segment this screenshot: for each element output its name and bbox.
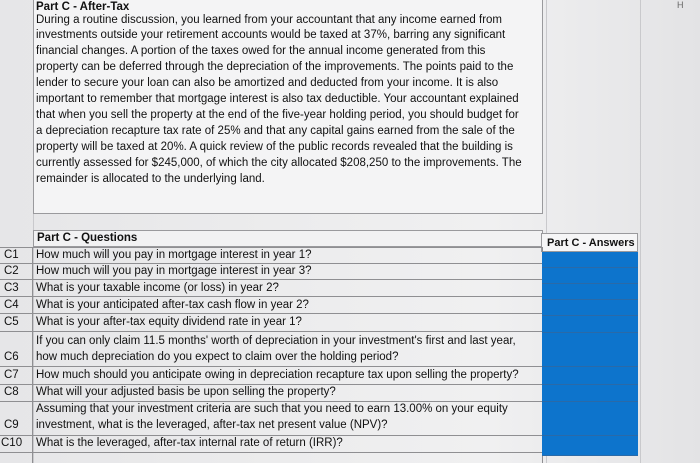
description-line: investments outside your retirement accounts would be taxed at 37%, barring any significant xyxy=(36,29,506,41)
description-line: property can be deferred through the depreciation of the improvements. The points paid to the xyxy=(36,61,514,73)
answer-cell-c4[interactable] xyxy=(542,300,638,316)
question-text[interactable]: investment, what is the leveraged, after-tax net present value (NPV)? xyxy=(36,419,388,431)
row-id: C8 xyxy=(4,386,19,398)
question-text[interactable]: What will your adjusted basis be upon selling the property? xyxy=(36,386,336,398)
row-border xyxy=(0,366,543,367)
question-text[interactable]: What is your after-tax equity dividend rate in year 1? xyxy=(36,316,302,328)
column-header-h[interactable]: H xyxy=(677,0,684,10)
row-id: C1 xyxy=(4,249,19,261)
question-text[interactable]: How much should you anticipate owing in depreciation recapture tax upon selling the property? xyxy=(36,369,519,381)
question-text[interactable]: How much will you pay in mortgage interest in year 3? xyxy=(36,265,312,277)
question-text[interactable]: What is your taxable income (or loss) in year 2? xyxy=(36,282,279,294)
row-id: C7 xyxy=(4,369,19,381)
questions-header-cell[interactable] xyxy=(33,230,543,247)
answer-cell-c10[interactable] xyxy=(542,436,638,456)
row-id: C3 xyxy=(4,282,19,294)
row-id: C2 xyxy=(4,265,19,277)
description-line: currently assessed for $245,000, of which the city allocated $208,250 to the improvements. The xyxy=(36,157,522,169)
row-border xyxy=(0,296,543,297)
column-border xyxy=(32,247,33,463)
description-line: important to remember that mortgage interest is also tax deductible. Your accountant explained xyxy=(36,93,519,105)
description-line: lender to secure your loan can also be amortized and deducted from your income. It is also xyxy=(36,77,499,89)
question-text[interactable]: how much depreciation do you expect to claim over the holding period? xyxy=(36,351,399,363)
row-border xyxy=(0,279,543,280)
row-id: C6 xyxy=(4,351,19,363)
row-id: C5 xyxy=(4,316,19,328)
description-line: remainder is allocated to the underlying land. xyxy=(36,173,265,185)
answer-cell-c5[interactable] xyxy=(542,316,638,333)
question-text[interactable]: What is your anticipated after-tax cash flow in year 2? xyxy=(36,299,309,311)
description-line: property will be taxed at 20%. A quick review of the public records revealed that the building is xyxy=(36,141,513,153)
question-text[interactable]: How much will you pay in mortgage interest in year 1? xyxy=(36,249,312,261)
description-line: that when you sell the property at the end of the five-year holding period, you should budget for xyxy=(36,109,519,121)
answers-header-cell[interactable] xyxy=(541,233,638,252)
description-title: Part C - After-Tax xyxy=(36,1,130,13)
question-text[interactable]: What is the leveraged, after-tax internal rate of return (IRR)? xyxy=(36,437,343,449)
description-line: financial changes. A portion of the taxes owed for the annual income generated from this xyxy=(36,45,486,57)
question-text[interactable]: Assuming that your investment criteria are such that you need to earn 13.00% on your equity xyxy=(36,403,508,415)
answer-cell-c3[interactable] xyxy=(542,284,638,300)
row-id: C9 xyxy=(4,419,19,431)
row-id: C10 xyxy=(1,437,23,449)
row-border xyxy=(0,331,543,332)
answer-cell-c6[interactable] xyxy=(542,333,638,367)
row-border xyxy=(0,313,543,314)
description-line: a depreciation recapture tax rate of 25% and that any capital gains earned from the sale of the xyxy=(36,125,515,137)
question-text[interactable]: If you can only claim 11.5 months' worth of depreciation in your investment's first and last year, xyxy=(36,335,516,347)
answers-header: Part C - Answers xyxy=(547,237,635,249)
answer-cell-c9[interactable] xyxy=(542,402,638,436)
questions-header: Part C - Questions xyxy=(37,232,138,244)
answer-cell-c1[interactable] xyxy=(542,252,638,268)
description-line: During a routine discussion, you learned from your accountant that any income earned from xyxy=(36,14,503,26)
answer-cell-c8[interactable] xyxy=(542,385,638,402)
column-border xyxy=(640,0,641,463)
answer-cell-c2[interactable] xyxy=(542,268,638,284)
answer-cell-c7[interactable] xyxy=(542,367,638,385)
row-id: C4 xyxy=(4,299,19,311)
row-border xyxy=(0,452,543,453)
